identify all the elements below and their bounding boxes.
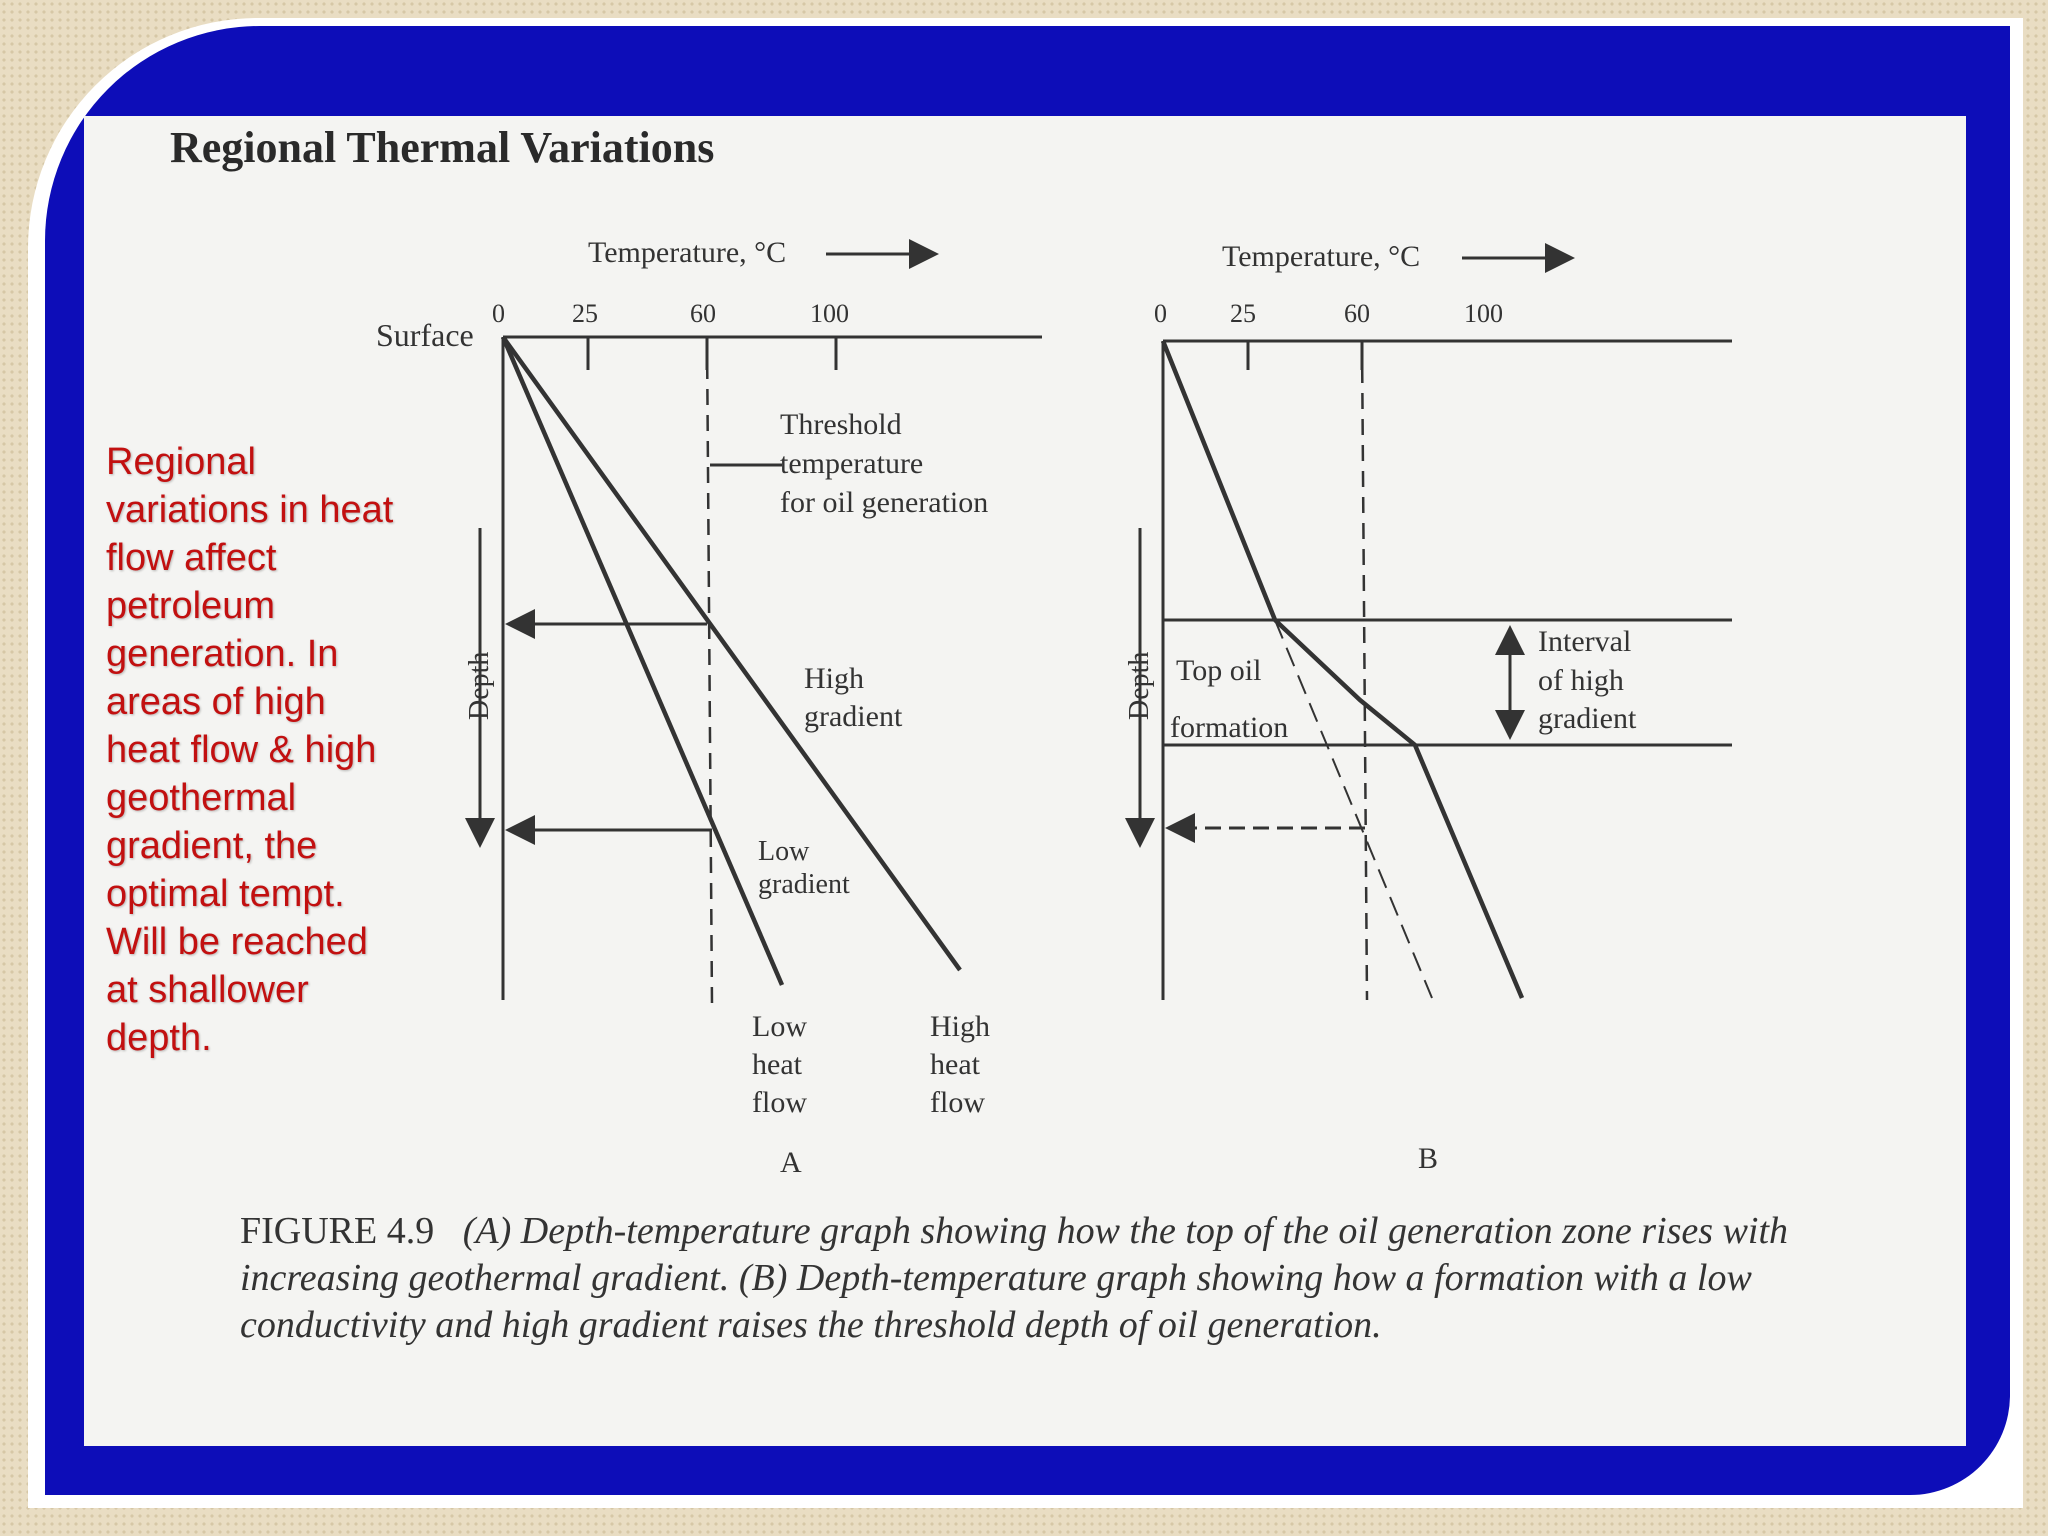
panel-b-tick-25: 25 bbox=[1230, 299, 1256, 328]
panel-a-tick-100: 100 bbox=[810, 299, 849, 328]
figure-caption-text: (A) Depth-temperature graph showing how the top of the oil generation zone rises with increasing geothermal gradient. (B) Depth-temperature graph showing how a formation with a low conductivity and high gradient raises the threshold depth of oil generation. bbox=[240, 1210, 1789, 1346]
panel-a-tick-0: 0 bbox=[492, 299, 505, 328]
panel-b-tick-60: 60 bbox=[1344, 299, 1370, 328]
normal-gradient-dashed-line bbox=[1275, 620, 1432, 998]
panel-a-tick-25: 25 bbox=[572, 299, 598, 328]
panel-a-surface-label: Surface bbox=[376, 317, 474, 353]
panel-a-threshold-label: Threshold temperature for oil generation bbox=[780, 408, 989, 519]
panel-b-axis-title: Temperature, °C bbox=[1222, 240, 1421, 273]
panel-a-threshold-line bbox=[707, 337, 712, 1005]
figure-title: Regional Thermal Variations bbox=[170, 123, 715, 172]
panel-a-letter: A bbox=[780, 1146, 802, 1179]
side-note: Regional variations in heat flow affect petroleum generation. In areas of high heat flow & high geothermal gradient, the optimal tempt. Will be reached at shallower depth. bbox=[106, 441, 394, 1059]
panel-a-depth-label: Depth bbox=[464, 651, 495, 720]
figure-number: FIGURE 4.9 bbox=[240, 1210, 435, 1252]
panel-b-tick-100: 100 bbox=[1464, 299, 1503, 328]
panel-b-interval-label: Interval of high gradient bbox=[1538, 625, 1637, 735]
panel-b-threshold-line bbox=[1362, 341, 1367, 1000]
panel-a-high-gradient-label: High gradient bbox=[804, 662, 903, 733]
panel-a-low-heat-flow-label: Low heat flow bbox=[752, 1010, 807, 1119]
panel-b-formation-label: Top oil formation bbox=[1170, 654, 1289, 744]
low-heat-flow-line bbox=[503, 337, 782, 985]
panel-a-low-gradient-label: Low gradient bbox=[758, 836, 850, 900]
figure-caption bbox=[240, 1208, 1840, 1349]
panel-b bbox=[1124, 240, 1732, 1175]
panel-a-axis-title: Temperature, °C bbox=[588, 236, 787, 269]
panel-a bbox=[376, 236, 1042, 1179]
panel-a-tick-60: 60 bbox=[690, 299, 716, 328]
panel-b-tick-0: 0 bbox=[1154, 299, 1167, 328]
panel-b-depth-label: Depth bbox=[1124, 651, 1155, 720]
panel-b-letter: B bbox=[1418, 1142, 1439, 1175]
panel-a-high-heat-flow-label: High heat flow bbox=[930, 1010, 990, 1119]
